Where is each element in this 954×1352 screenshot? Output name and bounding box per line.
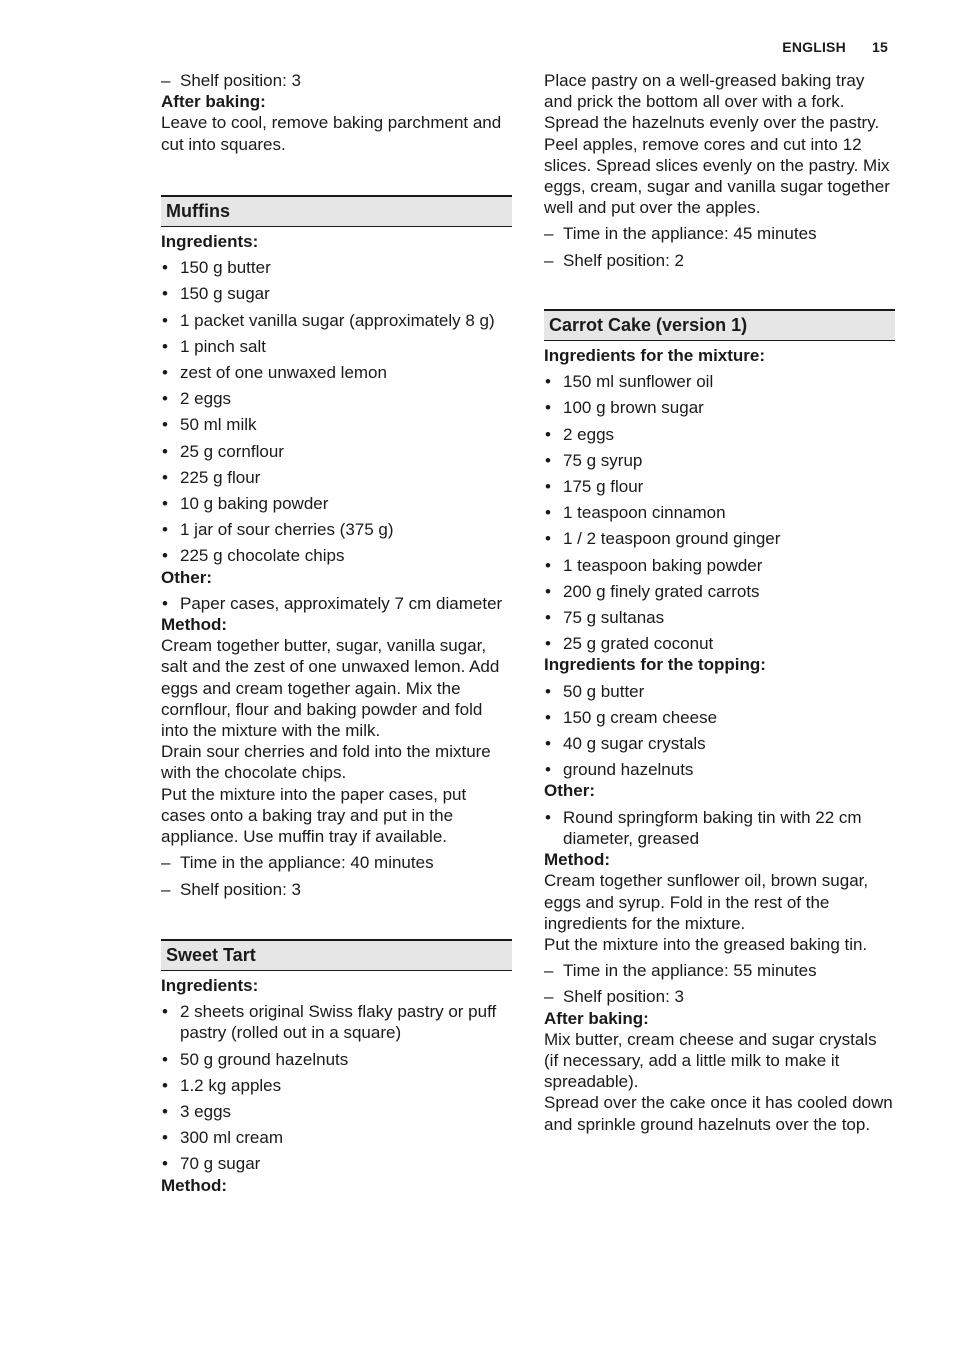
list-item: • 2 sheets original Swiss flaky pastry or puff pastry (rolled out in a square) — [161, 1001, 512, 1043]
muffins-section — [161, 195, 512, 900]
other-list — [544, 807, 895, 849]
method-paragraph: Cream together butter, sugar, vanilla sugar, salt and the zest of one unwaxed lemon. Add eggs and cream together again. Mix the cornflour, flour and baking powder and fold into the mixture with the milk. — [161, 636, 500, 741]
carrot-cake-heading: Carrot Cake (version 1) — [544, 309, 895, 341]
after-baking-paragraph: Spread over the cake once it has cooled down and sprinkle ground hazelnuts over the top. — [544, 1093, 893, 1134]
baking-settings — [544, 960, 895, 1007]
list-item: • 75 g sultanas — [544, 607, 895, 628]
baking-time: – Time in the appliance: 40 minutes — [161, 852, 512, 873]
method-label: Method: — [161, 1175, 228, 1195]
page-header — [782, 39, 888, 55]
sweet-tart-method-text: Place pastry on a well-greased baking tray and prick the bottom all over with a fork. Spread the hazelnuts evenly over the pastry. Peel apples, remove cores and cut into 12 slices. Spread slices evenly on the pastry. Mix eggs, cream, sugar and vanilla sugar together well and put over the apples. — [544, 71, 890, 218]
list-item: • 1 teaspoon cinnamon — [544, 502, 895, 523]
shelf-position: – Shelf position: 3 — [544, 986, 895, 1007]
baking-settings — [544, 223, 895, 270]
method-label: Method: — [161, 615, 228, 635]
method-paragraph: Drain sour cherries and fold into the mixture with the chocolate chips. — [161, 742, 491, 783]
list-item: • 2 eggs — [161, 388, 512, 409]
carrot-cake-section — [544, 309, 895, 1135]
list-item: • ground hazelnuts — [544, 759, 895, 780]
list-item: • Paper cases, approximately 7 cm diameter — [161, 593, 512, 614]
shelf-list — [161, 70, 512, 91]
after-baking-label: After baking: — [544, 1008, 649, 1028]
list-item: • 150 g butter — [161, 257, 512, 278]
after-baking-label: After baking: — [161, 92, 266, 112]
topping-list — [544, 681, 895, 781]
list-item: • 40 g sugar crystals — [544, 733, 895, 754]
list-item: • 1 teaspoon baking powder — [544, 555, 895, 576]
list-item: • 25 g grated coconut — [544, 633, 895, 654]
shelf-position: – Shelf position: 3 — [161, 879, 512, 900]
list-item: • 200 g finely grated carrots — [544, 581, 895, 602]
list-item: • 75 g syrup — [544, 450, 895, 471]
topping-label: Ingredients for the topping: — [544, 655, 766, 675]
list-item: • 50 ml milk — [161, 414, 512, 435]
sweet-tart-section — [161, 939, 512, 1196]
ingredient-list — [161, 257, 512, 566]
shelf-position: – Shelf position: 2 — [544, 250, 895, 271]
baking-time: – Time in the appliance: 45 minutes — [544, 223, 895, 244]
list-item: • 50 g ground hazelnuts — [161, 1049, 512, 1070]
list-item: • 2 eggs — [544, 424, 895, 445]
list-item: • 50 g butter — [544, 681, 895, 702]
other-list — [161, 593, 512, 614]
list-item: • 150 g sugar — [161, 283, 512, 304]
list-item: • 150 g cream cheese — [544, 707, 895, 728]
ingredients-label: Ingredients: — [161, 232, 259, 252]
list-item: • 1 pinch salt — [161, 336, 512, 357]
baking-settings — [161, 852, 512, 899]
list-item: • 300 ml cream — [161, 1127, 512, 1148]
mixture-list — [544, 371, 895, 654]
other-label: Other: — [161, 567, 212, 587]
list-item: • 1 packet vanilla sugar (approximately 8 g) — [161, 310, 512, 331]
list-item: • 1 / 2 teaspoon ground ginger — [544, 528, 895, 549]
list-item: • zest of one unwaxed lemon — [161, 362, 512, 383]
list-item: • 1 jar of sour cherries (375 g) — [161, 519, 512, 540]
list-item: • 3 eggs — [161, 1101, 512, 1122]
list-item: • 225 g flour — [161, 467, 512, 488]
list-item: • 1.2 kg apples — [161, 1075, 512, 1096]
shelf-position: – Shelf position: 3 — [161, 70, 512, 91]
method-paragraph: Put the mixture into the paper cases, put cases onto a baking tray and put in the appliance. Use muffin tray if available. — [161, 784, 467, 847]
list-item: • 150 ml sunflower oil — [544, 371, 895, 392]
list-item: • 25 g cornflour — [161, 441, 512, 462]
list-item: • 225 g chocolate chips — [161, 545, 512, 566]
list-item: • 70 g sugar — [161, 1153, 512, 1174]
method-paragraph: Cream together sunflower oil, brown sugar, eggs and syrup. Fold in the rest of the ingredients for the mixture. — [544, 871, 869, 933]
ingredients-label: Ingredients: — [161, 975, 259, 995]
mixture-label: Ingredients for the mixture: — [544, 346, 766, 366]
list-item: • 175 g flour — [544, 476, 895, 497]
sweet-tart-heading: Sweet Tart — [161, 939, 512, 971]
method-label: Method: — [544, 850, 611, 870]
other-label: Other: — [544, 781, 595, 801]
baking-time: – Time in the appliance: 55 minutes — [544, 960, 895, 981]
list-item: • 100 g brown sugar — [544, 397, 895, 418]
language-label: ENGLISH — [782, 39, 846, 55]
list-item: • Round springform baking tin with 22 cm diameter, greased — [544, 807, 895, 849]
list-item: • 10 g baking powder — [161, 493, 512, 514]
method-paragraph: Put the mixture into the greased baking tin. — [544, 934, 868, 954]
left-column — [161, 70, 512, 1196]
right-column — [544, 70, 895, 1135]
after-baking-paragraph: Mix butter, cream cheese and sugar crystals (if necessary, add a little milk to make it spreadable). — [544, 1029, 877, 1092]
ingredient-list — [161, 1001, 512, 1174]
muffins-heading: Muffins — [161, 195, 512, 227]
after-baking-text: Leave to cool, remove baking parchment and cut into squares. — [161, 113, 502, 154]
page-number: 15 — [872, 39, 888, 55]
